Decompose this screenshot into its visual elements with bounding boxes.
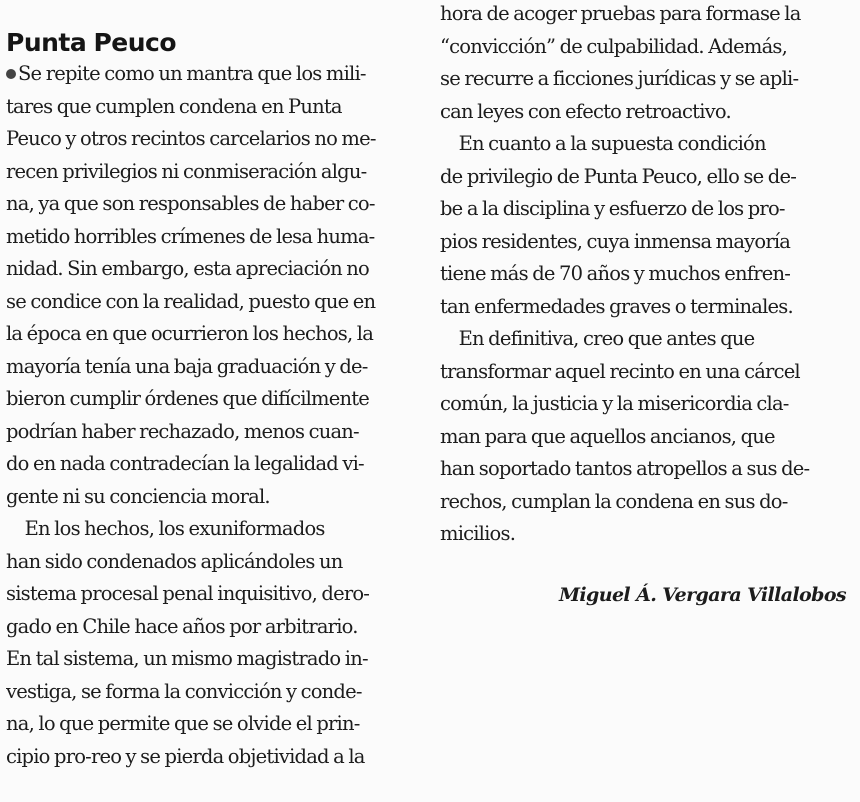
text-line-content: la época en que ocurrieron los hechos, la [6, 322, 374, 345]
text-line-content: han sido condenados aplicándoles un [6, 549, 343, 573]
text-line [6, 156, 410, 189]
text-line [6, 253, 410, 286]
text-line [6, 481, 410, 514]
text-line [6, 286, 410, 319]
text-line [6, 383, 410, 416]
text-line-content: se recurre a ficciones jurídicas y se apli- [440, 67, 799, 90]
text-line [440, 161, 844, 194]
text-line-content: gado en Chile hace años por arbitrario. [6, 614, 358, 638]
text-line [6, 58, 410, 91]
text-line-content: mayoría tenía una baja graduación y de- [6, 354, 368, 378]
text-line [6, 546, 410, 579]
text-line [440, 0, 844, 31]
text-line [440, 486, 844, 519]
text-line-content: tiene más de 70 años y muchos enfren- [440, 262, 791, 285]
right-column-text [440, 0, 844, 551]
text-line-content: tan enfermedades graves o terminales. [440, 294, 793, 318]
text-line [6, 611, 410, 644]
text-line-content: Se repite como un mantra que los mili- [18, 62, 366, 85]
text-line [440, 193, 844, 226]
text-line [440, 453, 844, 486]
text-line [440, 63, 844, 96]
text-line [6, 221, 410, 254]
text-line-content: Peuco y otros recintos carcelarios no me- [6, 127, 376, 150]
text-line [440, 356, 844, 389]
text-line-content: tares que cumplen condena en Punta [6, 94, 342, 118]
text-line-content: rechos, cumplan la condena en sus do- [440, 489, 788, 513]
right-column [440, 0, 844, 551]
text-line [440, 388, 844, 421]
text-line-content: En definitiva, creo que antes que [440, 327, 755, 350]
text-line [6, 578, 410, 611]
text-line-content: gente ni su conciencia moral. [6, 484, 270, 508]
text-line [6, 676, 410, 709]
text-line [6, 416, 410, 449]
text-line-content: En cuanto a la supuesta condición [440, 132, 766, 155]
text-line-content: cipio pro-reo y se pierda objetividad a la [6, 744, 365, 768]
text-line-content: En los hechos, los exuniformados [6, 517, 325, 540]
text-line [440, 128, 844, 161]
text-line-content: “convicción” de culpabilidad. Además, [440, 34, 788, 58]
text-line-content: sistema procesal penal inquisitivo, dero- [6, 582, 370, 605]
bullet-icon [6, 69, 16, 79]
text-line-content: transformar aquel recinto en una cárcel [440, 359, 800, 383]
text-line-content: be a la disciplina y esfuerzo de los pro- [440, 197, 785, 220]
text-line-content: bieron cumplir órdenes que difícilmente [6, 387, 370, 410]
letter-title: Punta Peuco [6, 28, 177, 57]
text-line [440, 421, 844, 454]
text-line [440, 518, 844, 551]
text-line [6, 708, 410, 741]
text-line-content: han soportado tantos atropellos a sus de- [440, 457, 810, 480]
text-line [6, 643, 410, 676]
text-line [6, 448, 410, 481]
text-line-content: común, la justicia y la misericordia cla- [440, 392, 789, 415]
text-line [6, 123, 410, 156]
text-line-content: na, lo que permite que se olvide el prin- [6, 712, 360, 735]
text-line-content: En tal sistema, un mismo magistrado in- [6, 647, 368, 670]
text-line-content: nidad. Sin embargo, esta apreciación no [6, 257, 369, 280]
text-line [6, 513, 410, 546]
text-line [6, 318, 410, 351]
text-line-content: can leyes con efecto retroactivo. [440, 99, 731, 123]
text-line [440, 96, 844, 129]
text-line-content: recen privilegios ni conmiseración algu- [6, 159, 367, 183]
left-column-text [6, 58, 410, 773]
text-line-content: de privilegio de Punta Peuco, ello se de- [440, 164, 796, 188]
text-line [440, 258, 844, 291]
text-line-content: na, ya que son responsables de haber co- [6, 192, 375, 215]
text-line-content: se condice con la realidad, puesto que en [6, 289, 376, 313]
text-line [6, 741, 410, 774]
text-line [440, 31, 844, 64]
text-line-content: micilios. [440, 522, 516, 545]
text-line-content: podrían haber rechazado, menos cuan- [6, 419, 359, 443]
text-line-content: pios residentes, cuya inmensa mayoría [440, 229, 791, 253]
text-line [440, 291, 844, 324]
text-line-content: do en nada contradecían la legalidad vi- [6, 452, 364, 475]
text-line-content: man para que aquellos ancianos, que [440, 424, 775, 448]
text-line-content: hora de acoger pruebas para formase la [440, 2, 801, 25]
author-signature: Miguel Á. Vergara Villalobos [559, 584, 846, 606]
text-line [6, 188, 410, 221]
text-line [6, 91, 410, 124]
text-line-content: metido horribles crímenes de lesa huma- [6, 224, 375, 248]
text-line [440, 226, 844, 259]
text-line-content: vestiga, se forma la convicción y conde- [6, 679, 362, 703]
text-line [6, 351, 410, 384]
text-line [440, 323, 844, 356]
left-column [6, 28, 410, 773]
